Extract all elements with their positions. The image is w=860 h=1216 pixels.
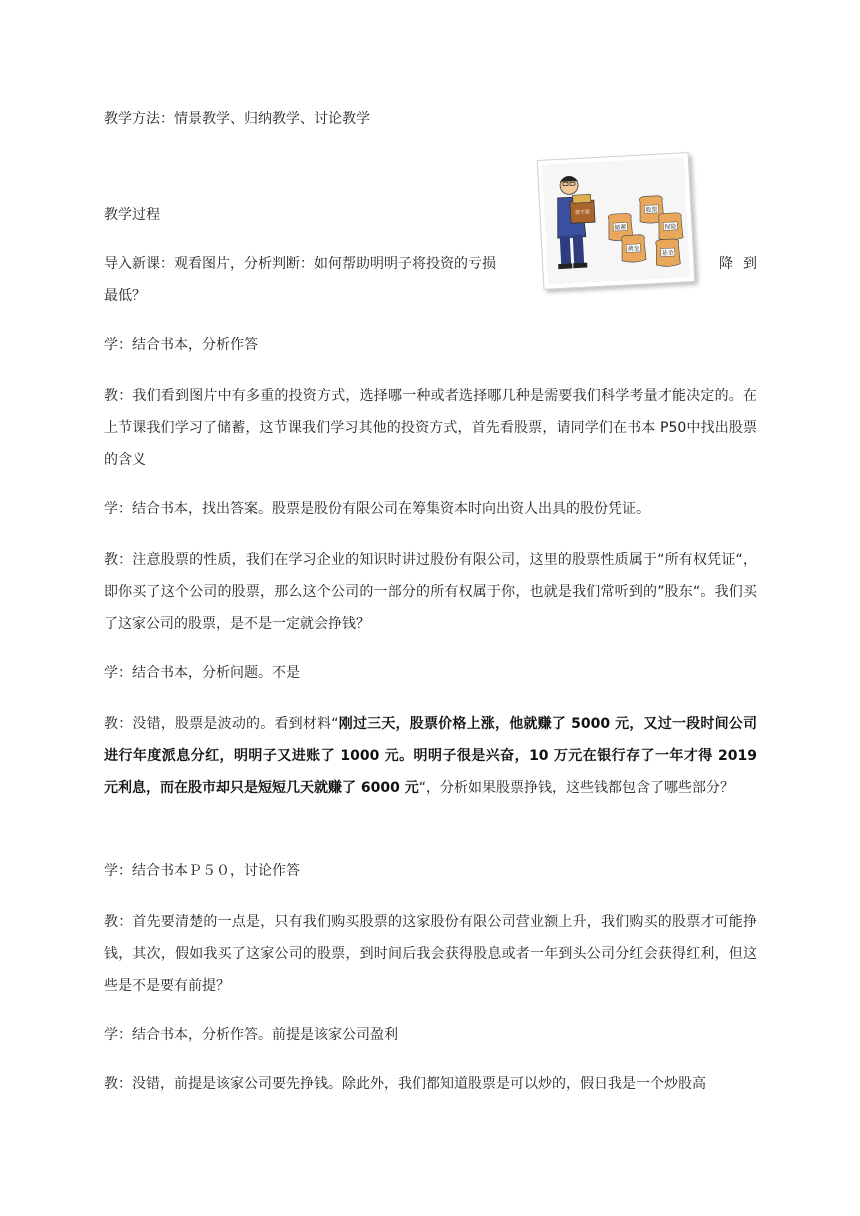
paragraph-3: 学：结合书本，找出答案。股票是股份有限公司在筹集资本时向出资人出具的股份凭证。 (104, 501, 650, 517)
investment-illustration-svg (538, 153, 694, 289)
jar-funds (655, 239, 680, 267)
intro-end: 最低？ (104, 288, 146, 304)
investment-illustration (537, 152, 696, 290)
paragraph-5: 学：结合书本，分析问题。不是 (104, 665, 300, 681)
jar-gold (621, 235, 646, 263)
jar-label-stocks: 股票 (645, 206, 658, 214)
paragraph-6 (104, 708, 757, 804)
intro-text: 导入新课：观看图片，分析判断：如何帮助明明子将投资的亏损 (104, 256, 496, 272)
jar-label-insurance: 保险 (664, 223, 677, 231)
jar-label-savings: 储蓄 (614, 223, 627, 232)
paragraph-2: 教：我们看到图片中有多重的投资方式，选择哪一种或者选择哪几种是需要我们科学考量才能决定的。在上节课我们学习了储蓄，这节课我们学习其他的投资方式，首先看股票，请同学们在书本 P50中找出股票的含义 (104, 388, 757, 468)
teaching-method: 教学方法：情景教学、归纳教学、讨论教学 (104, 111, 370, 127)
intro-line (104, 250, 496, 278)
paragraph-10: 教：没错，前提是该家公司要先挣钱。除此外，我们都知道股票是可以炒的，假日我是一个炒股高 (104, 1076, 706, 1092)
jar-label-funds: 基金 (661, 249, 674, 258)
paragraph-4: 教：注意股票的性质，我们在学习企业的知识时讲过股份有限公司，这里的股票性质属于“所有权凭证“，即你买了这个公司的股票，那么这个公司的一部分的所有权属于你，也就是我们常听到的”股东“。我们买了这家公司的股票，是不是一定就会挣钱？ (104, 552, 757, 632)
paragraph-7: 学：结合书本Ｐ５０，讨论作答 (104, 863, 300, 879)
intro-dao: 到 (743, 256, 757, 272)
paragraph-6-tail: “，分析如果股票挣钱，这些钱都包含了哪些部分？ (418, 780, 734, 796)
jar-label-gold: 黄金 (627, 245, 640, 253)
paragraph-9: 学：结合书本，分析作答。前提是该家公司盈利 (104, 1027, 398, 1043)
jar-insurance (658, 213, 683, 241)
intro-jiang: 降 (719, 256, 733, 272)
paragraph-1: 学：结合书本，分析作答 (104, 337, 258, 353)
box-label: 要不要 (574, 209, 591, 217)
process-heading: 教学过程 (104, 207, 160, 223)
paragraph-6-quote: 刚过三天，股票价格上涨，他就赚了 5000 元，又过一段时间公司进行年度派息分红，明明子又进账了 1000 元。明明子很是兴奋，10 万元在银行存了一年才得 2019 元利息，而在股市却只是短短几天就赚了 6000 元 (104, 716, 757, 796)
paragraph-8: 教：首先要清楚的一点是，只有我们购买股票的这家股份有限公司营业额上升，我们购买的股票才可能挣钱，其次，假如我买了这家公司的股票，到时间后我会获得股息或者一年到头公司分红会获得红利，但这些是不是要有前提？ (104, 914, 757, 994)
paragraph-6-lead: 教：没错，股票是波动的。看到材料“ (104, 716, 339, 732)
